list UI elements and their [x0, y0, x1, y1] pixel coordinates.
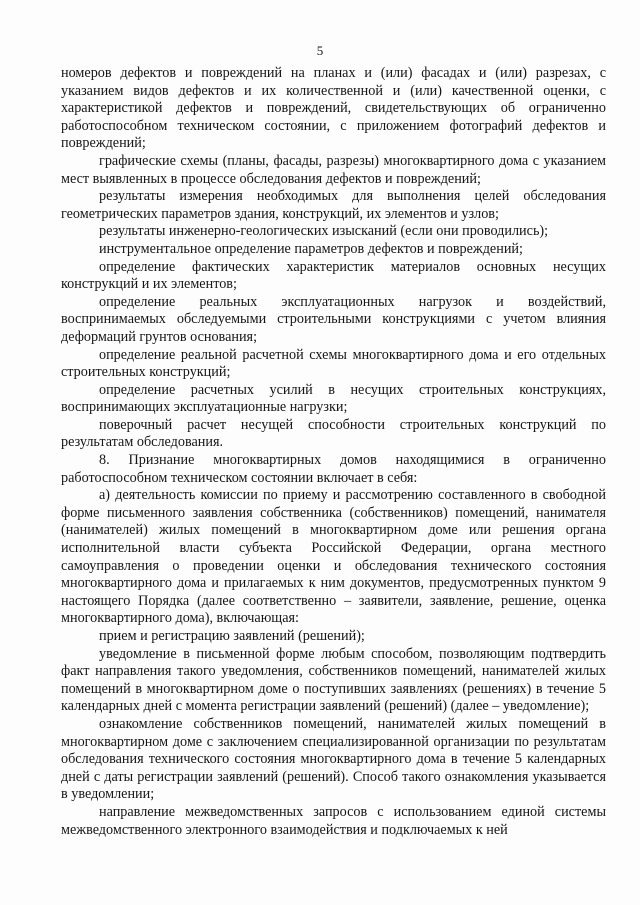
document-body	[61, 65, 606, 839]
paragraph: направление межведомственных запросов с использованием единой системы межведомственного электронного взаимодействия и подключаемых к ней	[61, 803, 606, 838]
section-paragraph: 8. Признание многоквартирных домов находящимися в ограниченно работоспособном техническом состоянии включает в себя:	[61, 452, 606, 486]
paragraph: определение реальных эксплуатационных нагрузок и воздействий, воспринимаемых обследуемыми строительными конструкциями с учетом влияния деформаций грунтов основания;	[61, 293, 606, 345]
paragraph: графические схемы (планы, фасады, разрезы) многоквартирного дома с указанием мест выявленных в процессе обследования дефектов и повреждений;	[61, 152, 606, 187]
page-number: 5	[316, 43, 324, 58]
paragraph: уведомление в письменной форме любым способом, позволяющим подтвердить факт направления такого уведомления, собственников помещений, нанимателей жилых помещений в многоквартирном доме о поступивших заявлениях (решениях) в течение 5 календарных дней с момента регистрации заявлений (решений) (далее – уведомление);	[61, 645, 606, 715]
paragraph: определение расчетных усилий в несущих строительных конструкциях, воспринимающих эксплуатационные нагрузки;	[61, 381, 606, 416]
paragraph: поверочный расчет несущей способности строительных конструкций по результатам обследования.	[61, 416, 606, 451]
paragraph: номеров дефектов и повреждений на планах и (или) фасадах и (или) разрезах, с указанием видов дефектов и их количественной и (или) качественной оценки, с характеристикой дефектов и повреждений, свидетельствующих об ограниченно работоспособном техническом состоянии, с приложением фотографий дефектов и повреждений;	[61, 65, 606, 152]
paragraph: инструментальное определение параметров дефектов и повреждений;	[99, 240, 523, 257]
subsection-paragraph: а) деятельность комиссии по приему и рассмотрению составленного в свободной форме письменного заявления собственника (собственников) помещений, нанимателя (нанимателей) жилых помещений в многоквартирном доме или решения органа исполнительной власти субъекта Российской Федерации, органа местного самоуправления о проведении оценки и обследования технического состояния многоквартирного дома и прилагаемых к ним документов, предусмотренных пунктом 9 настоящего Порядка (далее соответственно – заявители, заявление, решение, оценка многоквартирного дома), включающая:	[61, 487, 606, 627]
paragraph: результаты измерения необходимых для выполнения целей обследования геометрических параметров здания, конструкций, их элементов и узлов;	[61, 188, 606, 222]
paragraph: ознакомление собственников помещений, нанимателей жилых помещений в многоквартирном доме с заключением специализированной организации по результатам обследования технического состояния многоквартирного дома в течение 5 календарных дней с даты регистрации заявлений (решений). Способ такого ознакомления указывается в уведомлении;	[61, 715, 606, 803]
paragraph: результаты инженерно-геологических изысканий (если они проводились);	[99, 223, 549, 240]
paragraph: определение фактических характеристик материалов основных несущих конструкций и их элементов;	[61, 258, 606, 293]
paragraph: прием и регистрацию заявлений (решений);	[99, 628, 365, 644]
paragraph: определение реальной расчетной схемы многоквартирного дома и его отдельных строительных конструкций;	[61, 346, 606, 381]
